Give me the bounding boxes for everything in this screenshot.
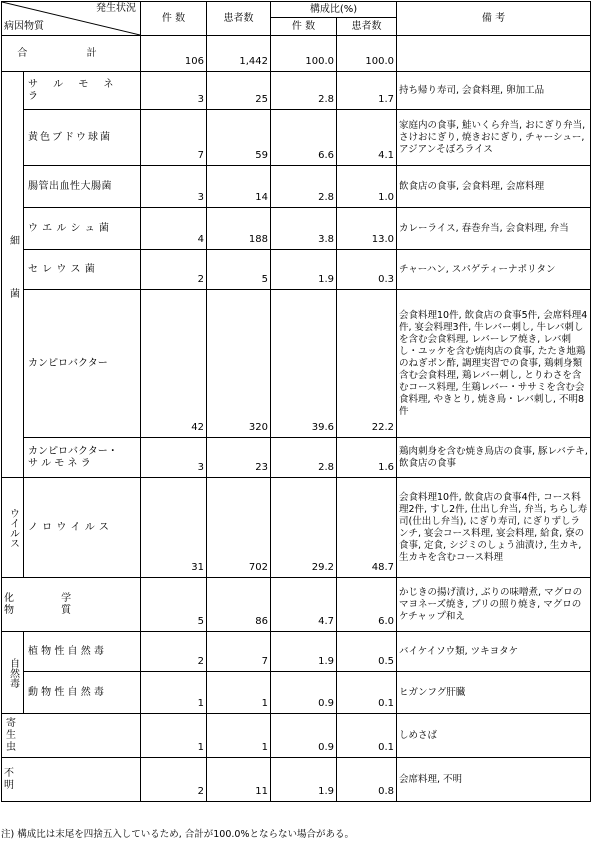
food-poisoning-table: [1, 1, 591, 802]
cell-note: 鶏肉刺身を含む焼き鳥店の食事, 豚レバテキ, 飲食店の食事: [397, 438, 591, 478]
cell-note: しめさば: [397, 714, 591, 758]
cell-ratio-patients: 6.0: [337, 578, 397, 632]
cell-cases: 3: [141, 166, 207, 208]
cell-note: 飲食店の食事, 会食料理, 会席料理: [397, 166, 591, 208]
row-name-line2: サ ル モ ネ ラ: [28, 457, 91, 469]
cell-patients: 702: [207, 478, 271, 578]
cell-note: 会食料理10件, 飲食店の食事5件, 会席料理4件, 宴会料理3件, 牛レバー刺し, 牛レバ刺しを含む会食料理, レバーレア焼き, レバ刺し・ユッケを含む焼肉店の食事, たたき地鶏のねぎポン酢, 調理実習での食事, 鶏刺身類含む会食料理, 鶏レバー刺し, とりわさを含むコース料理, 生鶏レバー・ササミを含む会食料理, やきとり, 焼き鳥・レバ刺し, 不明8件: [397, 290, 591, 438]
row-name-ehec: 腸管出血性大腸菌: [24, 166, 141, 208]
row-name-campylobacter-salmonella: [24, 438, 141, 478]
row-name-chemical: 化 学 物 質: [2, 578, 141, 632]
row-name-norovirus: ノ ロ ウ イ ル ス: [24, 478, 141, 578]
row-name-welchii: ウ エ ル シ ュ 菌: [24, 208, 141, 250]
cell-note: バイケイソウ類, ツキヨタケ: [397, 632, 591, 672]
table-row-welchii: [2, 208, 591, 250]
cell-patients: 11: [207, 758, 271, 802]
group-label-natural-toxin: 自然毒: [2, 632, 24, 714]
total-ratio-patients: 100.0: [337, 36, 397, 72]
header-corner-cell: [2, 2, 141, 36]
cell-cases: 1: [141, 714, 207, 758]
cell-note: ヒガンフグ肝臓: [397, 672, 591, 714]
cell-note: チャーハン, スパゲティーナポリタン: [397, 250, 591, 290]
cell-patients: 59: [207, 110, 271, 166]
table-row-plant-toxin: [2, 632, 591, 672]
footnote: 注) 構成比は末尾を四捨五入しているため, 合計が100.0%とならない場合がある。: [1, 829, 354, 840]
group-label-bacteria: 細 菌: [2, 72, 24, 478]
cell-patients: 188: [207, 208, 271, 250]
cell-ratio-patients: 48.7: [337, 478, 397, 578]
cell-cases: 31: [141, 478, 207, 578]
cell-ratio-cases: 29.2: [271, 478, 337, 578]
cell-cases: 2: [141, 758, 207, 802]
cell-cases: 2: [141, 250, 207, 290]
cell-ratio-cases: 2.8: [271, 438, 337, 478]
row-name-unknown-text: 不 明: [4, 767, 120, 791]
header-ratio-group: 構成比(%): [271, 2, 397, 18]
cell-note: 会食料理10件, 飲食店の食事4件, コース料理2件, すし2件, 仕出し弁当, 弁当, ちらし寿司(仕出し弁当), にぎり寿司, にぎりずしランチ, 宴会コース料理, 宴会料理, 給食, 寮の食事, 定食, シジミのしょう油漬け, 生カキ, 生カキを含むコース料理: [397, 478, 591, 578]
header-corner-bottom: 病因物質: [4, 21, 44, 32]
cell-patients: 7: [207, 632, 271, 672]
row-name-staph: 黄色ブドウ球菌: [24, 110, 141, 166]
cell-ratio-cases: 3.8: [271, 208, 337, 250]
cell-ratio-cases: 0.9: [271, 714, 337, 758]
cell-cases: 5: [141, 578, 207, 632]
cell-note: カレーライス, 春巻弁当, 会食料理, 弁当: [397, 208, 591, 250]
cell-ratio-cases: 1.9: [271, 758, 337, 802]
table-row-cereus: [2, 250, 591, 290]
cell-ratio-patients: 0.3: [337, 250, 397, 290]
cell-ratio-patients: 1.6: [337, 438, 397, 478]
row-name-plant-toxin: 植 物 性 自 然 毒: [24, 632, 141, 672]
cell-ratio-cases: 6.6: [271, 110, 337, 166]
cell-note: 持ち帰り寿司, 会食料理, 卵加工品: [397, 72, 591, 110]
cell-ratio-cases: 1.9: [271, 250, 337, 290]
header-cases: 件 数: [141, 2, 207, 36]
cell-cases: 2: [141, 632, 207, 672]
table-row-staph: [2, 110, 591, 166]
cell-ratio-patients: 0.5: [337, 632, 397, 672]
header-corner-top: 発生状況: [96, 3, 136, 14]
cell-ratio-patients: 0.1: [337, 714, 397, 758]
table-row-salmonella: [2, 72, 591, 110]
cell-ratio-cases: 4.7: [271, 578, 337, 632]
header-patients: 患者数: [207, 2, 271, 36]
cell-patients: 86: [207, 578, 271, 632]
row-name-campylobacter: カンピロバクター: [24, 290, 141, 438]
table-row-campylobacter-salmonella: [2, 438, 591, 478]
row-name-cereus: セ レ ウ ス 菌: [24, 250, 141, 290]
total-label: 合 計: [2, 36, 141, 72]
row-name-parasite-text: 寄 生 虫: [6, 717, 62, 753]
cell-ratio-patients: 22.2: [337, 290, 397, 438]
table-row-total: [2, 36, 591, 72]
cell-ratio-cases: 2.8: [271, 166, 337, 208]
total-note: [397, 36, 591, 72]
cell-note: 家庭内の食事, 鮭いくら弁当, おにぎり弁当, さけおにぎり, 焼きおにぎり, チャーシュー, アジアンそぼろライス: [397, 110, 591, 166]
cell-ratio-patients: 1.7: [337, 72, 397, 110]
table-row-norovirus: [2, 478, 591, 578]
group-label-virus: ウイルス: [2, 478, 24, 578]
cell-cases: 3: [141, 72, 207, 110]
header-remarks: 備 考: [397, 2, 591, 36]
row-name-animal-toxin: 動 物 性 自 然 毒: [24, 672, 141, 714]
total-ratio-cases: 100.0: [271, 36, 337, 72]
cell-patients: 23: [207, 438, 271, 478]
cell-ratio-patients: 1.0: [337, 166, 397, 208]
cell-ratio-cases: 1.9: [271, 632, 337, 672]
cell-note: かじきの揚げ漬け, ぶりの味噌煮, マグロのマヨネーズ焼き, ブリの照り焼き, マグロのケチャップ和え: [397, 578, 591, 632]
cell-cases: 1: [141, 672, 207, 714]
table-row-ehec: [2, 166, 591, 208]
cell-ratio-cases: 2.8: [271, 72, 337, 110]
cell-ratio-patients: 0.1: [337, 672, 397, 714]
table-row-chemical: [2, 578, 591, 632]
cell-patients: 1: [207, 714, 271, 758]
cell-cases: 7: [141, 110, 207, 166]
cell-patients: 5: [207, 250, 271, 290]
cell-cases: 3: [141, 438, 207, 478]
cell-ratio-cases: 39.6: [271, 290, 337, 438]
cell-ratio-patients: 0.8: [337, 758, 397, 802]
cell-patients: 1: [207, 672, 271, 714]
cell-note: 会席料理, 不明: [397, 758, 591, 802]
header-ratio-cases: 件 数: [271, 18, 337, 36]
cell-patients: 320: [207, 290, 271, 438]
row-name-salmonella: サ ル モ ネ ラ: [24, 72, 141, 110]
cell-ratio-patients: 4.1: [337, 110, 397, 166]
row-name-line1: カンピロバクター・: [28, 445, 118, 457]
row-name-unknown: [2, 758, 141, 802]
row-name-parasite: [2, 714, 141, 758]
cell-ratio-cases: 0.9: [271, 672, 337, 714]
cell-patients: 25: [207, 72, 271, 110]
table-row-animal-toxin: [2, 672, 591, 714]
cell-patients: 14: [207, 166, 271, 208]
header-ratio-patients: 患者数: [337, 18, 397, 36]
cell-ratio-patients: 13.0: [337, 208, 397, 250]
total-patients: 1,442: [207, 36, 271, 72]
total-cases: 106: [141, 36, 207, 72]
table-row-parasite: [2, 714, 591, 758]
table-row-unknown: [2, 758, 591, 802]
table-row-campylobacter: [2, 290, 591, 438]
cell-cases: 4: [141, 208, 207, 250]
cell-cases: 42: [141, 290, 207, 438]
